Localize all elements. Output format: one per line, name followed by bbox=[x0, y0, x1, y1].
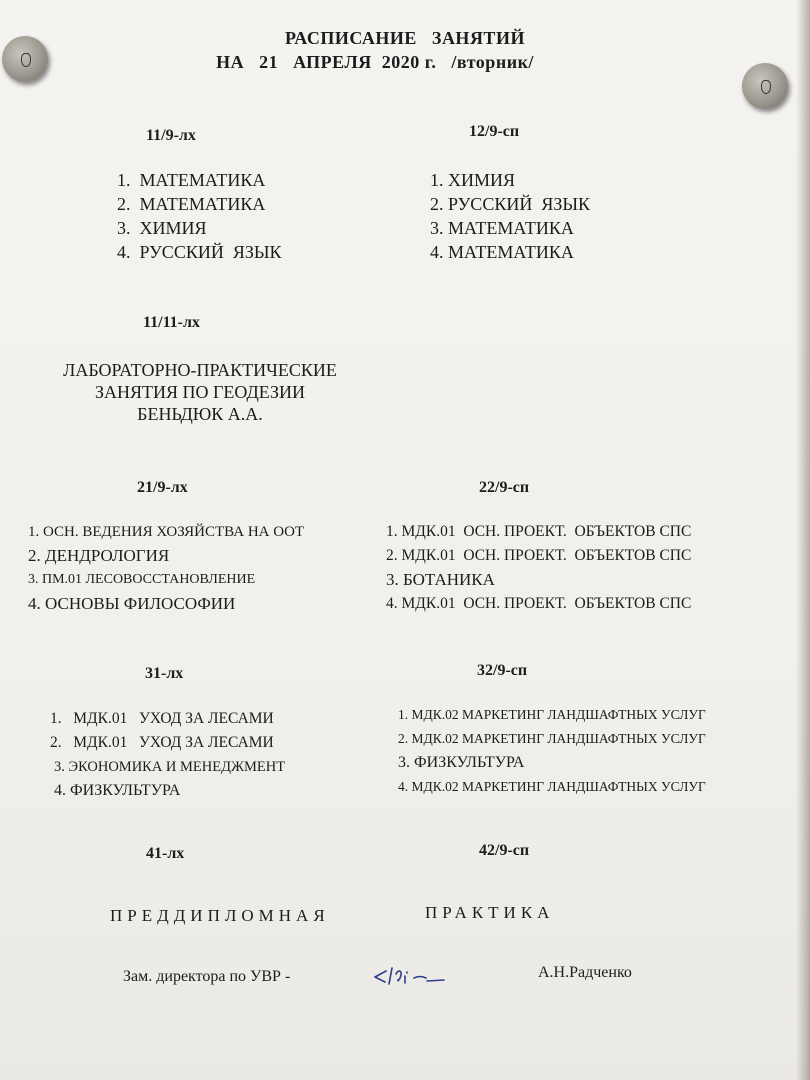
lesson-list bbox=[28, 520, 304, 616]
group-heading: 22/9-сп bbox=[479, 479, 530, 496]
list-item: 2. РУССКИЙ ЯЗЫК bbox=[430, 194, 591, 214]
lesson-list bbox=[117, 168, 282, 264]
schedule-title: РАСПИСАНИЕ ЗАНЯТИЙ bbox=[285, 28, 525, 48]
list-item: 1. МДК.01 УХОД ЗА ЛЕСАМИ bbox=[50, 710, 274, 727]
group-heading: 21/9-лх bbox=[137, 479, 188, 496]
lesson-list bbox=[50, 707, 285, 803]
list-item: 1. МАТЕМАТИКА bbox=[117, 170, 266, 190]
page-edge-shadow bbox=[796, 0, 810, 1080]
lesson-note bbox=[30, 359, 370, 425]
schedule-date: НА 21 АПРЕЛЯ 2020 г. /вторник/ bbox=[216, 52, 534, 72]
list-item: 4. РУССКИЙ ЯЗЫК bbox=[117, 242, 282, 262]
list-item: 3. БОТАНИКА bbox=[386, 570, 495, 589]
list-item: 3. ЭКОНОМИКА И МЕНЕДЖМЕНТ bbox=[54, 759, 286, 775]
note-line: ЛАБОРАТОРНО-ПРАКТИЧЕСКИЕ bbox=[63, 360, 337, 380]
group-heading: 42/9-сп bbox=[479, 842, 530, 859]
group-heading: 11/9-лх bbox=[146, 127, 196, 144]
list-item: 1. МДК.02 МАРКЕТИНГ ЛАНДШАФТНЫХ УСЛУГ bbox=[398, 707, 706, 722]
lesson-list bbox=[386, 520, 691, 616]
signer-name: А.Н.Радченко bbox=[538, 964, 632, 981]
list-item: 2. МДК.01 ОСН. ПРОЕКТ. ОБЪЕКТОВ СПС bbox=[386, 547, 692, 564]
lesson-list bbox=[398, 703, 706, 799]
group-heading: 31-лх bbox=[145, 665, 184, 682]
list-item: 4. ФИЗКУЛЬТУРА bbox=[54, 782, 181, 799]
list-item: 2. ДЕНДРОЛОГИЯ bbox=[28, 546, 170, 565]
list-item: 3. МАТЕМАТИКА bbox=[430, 218, 574, 238]
list-item: 3. ХИМИЯ bbox=[117, 218, 207, 238]
list-item: 1. ХИМИЯ bbox=[430, 170, 516, 190]
list-item: 3. ФИЗКУЛЬТУРА bbox=[398, 754, 525, 771]
list-item: 1. МДК.01 ОСН. ПРОЕКТ. ОБЪЕКТОВ СПС bbox=[386, 523, 692, 540]
list-item: 4. МАТЕМАТИКА bbox=[430, 242, 574, 262]
list-item: 4. МДК.02 МАРКЕТИНГ ЛАНДШАФТНЫХ УСЛУГ bbox=[398, 779, 706, 794]
group-heading: 41-лх bbox=[146, 845, 185, 862]
list-item: 4. ОСНОВЫ ФИЛОСОФИИ bbox=[28, 594, 236, 613]
practice-word-2: ПРАКТИКА bbox=[425, 903, 555, 922]
group-heading: 32/9-сп bbox=[477, 662, 528, 679]
list-item: 2. МАТЕМАТИКА bbox=[117, 194, 266, 214]
signature-position: Зам. директора по УВР - bbox=[123, 968, 291, 985]
note-line: БЕНЬДЮК А.А. bbox=[137, 404, 263, 424]
list-item: 2. МДК.01 УХОД ЗА ЛЕСАМИ bbox=[50, 734, 274, 751]
list-item: 2. МДК.02 МАРКЕТИНГ ЛАНДШАФТНЫХ УСЛУГ bbox=[398, 731, 706, 746]
group-heading: 11/11-лх bbox=[143, 314, 200, 331]
practice-word-1: ПРЕДДИПЛОМНАЯ bbox=[110, 906, 330, 925]
note-line: ЗАНЯТИЯ ПО ГЕОДЕЗИИ bbox=[94, 382, 306, 402]
lesson-list bbox=[430, 168, 590, 264]
list-item: 4. МДК.01 ОСН. ПРОЕКТ. ОБЪЕКТОВ СПС bbox=[386, 595, 692, 612]
handwritten-signature bbox=[372, 962, 454, 992]
list-item: 1. ОСН. ВЕДЕНИЯ ХОЗЯЙСТВА НА ООТ bbox=[28, 524, 305, 540]
list-item: 3. ПМ.01 ЛЕСОВОССТАНОВЛЕНИЕ bbox=[28, 572, 256, 587]
group-heading: 12/9-сп bbox=[469, 123, 520, 140]
